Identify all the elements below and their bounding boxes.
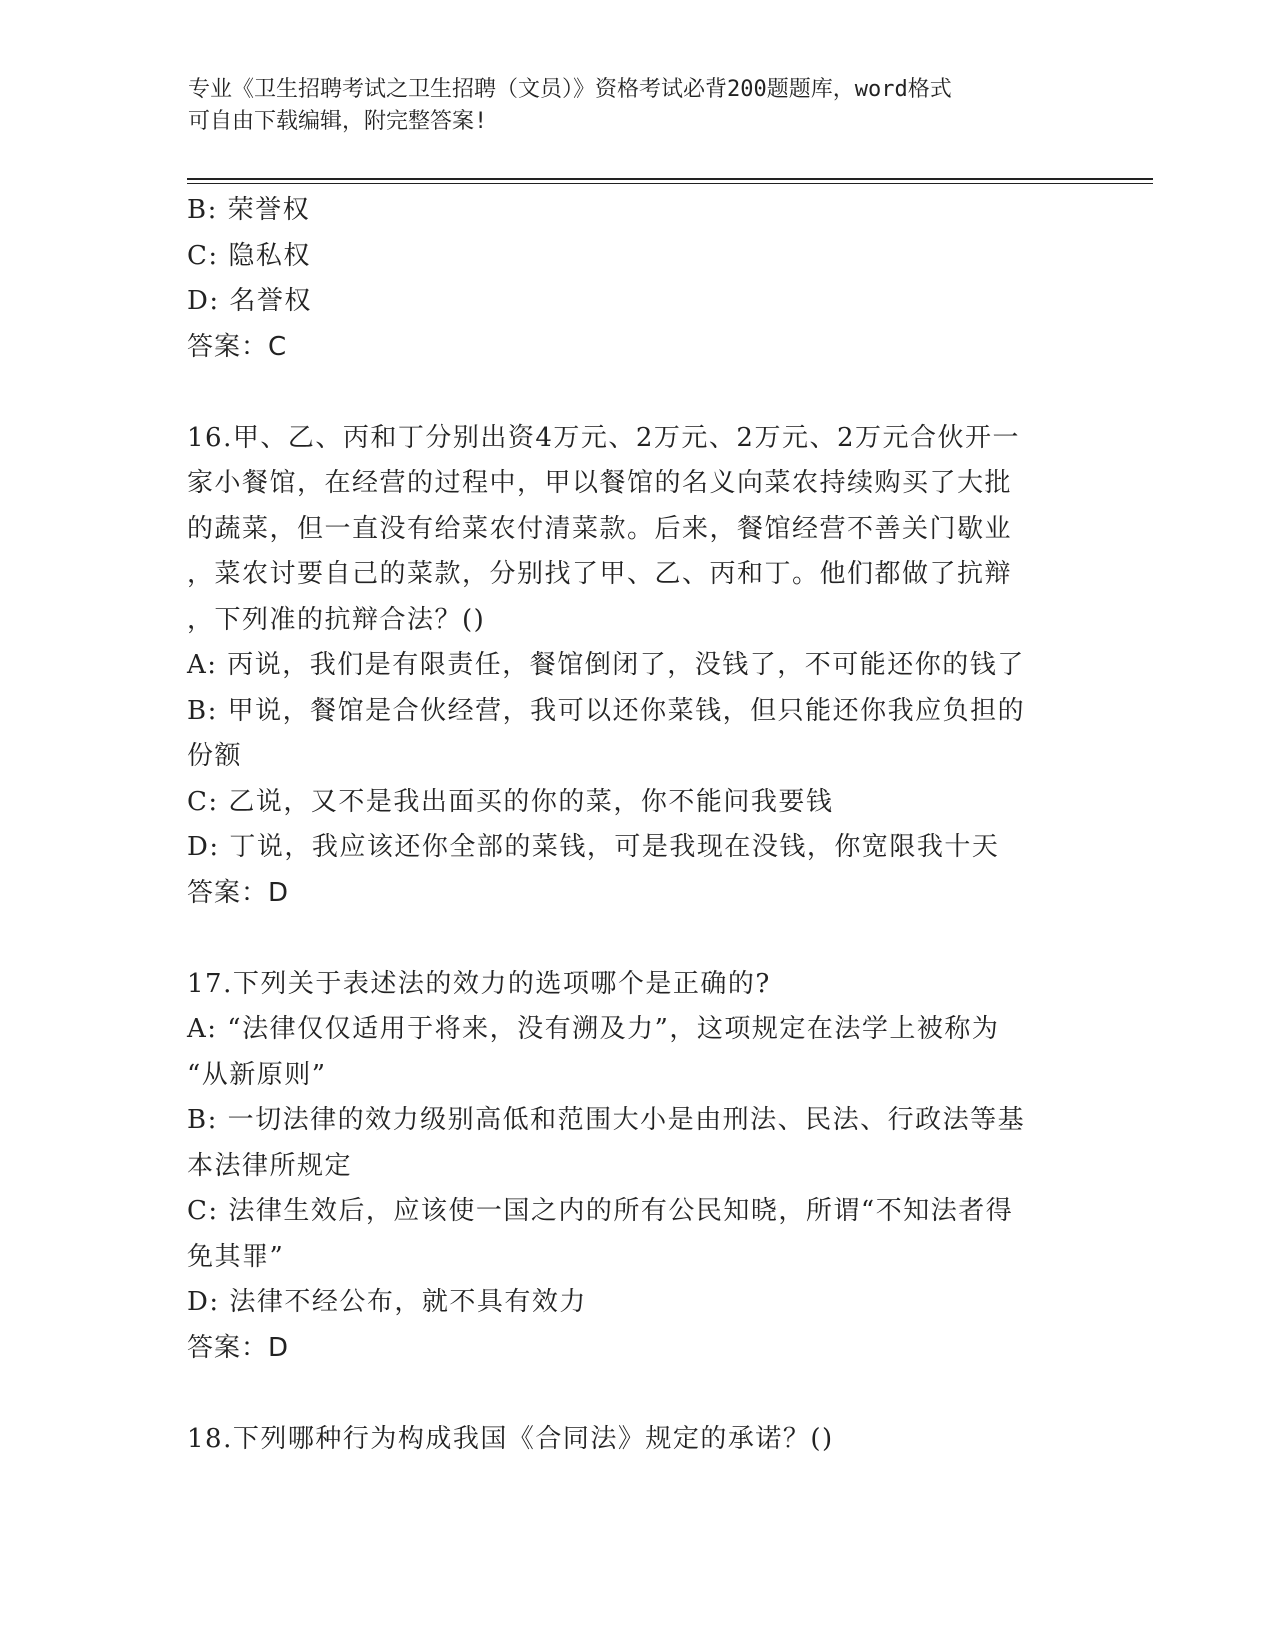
question-18: [187, 1417, 1087, 1463]
option-b: B: 荣誉权: [187, 195, 311, 225]
answer-label: 答案：D: [187, 1332, 290, 1363]
spacer: [187, 370, 1087, 416]
header-rule-thick: [187, 178, 1153, 180]
question-stem-line: ，菜农讨要自己的菜款，分别找了甲、乙、丙和丁。他们都做了抗辩: [187, 559, 1013, 589]
option-b-continued: 份额: [187, 741, 243, 771]
option-b: B: 甲说，餐馆是合伙经营，我可以还你菜钱，但只能还你我应负担的: [187, 695, 1026, 726]
spacer: [187, 1371, 1087, 1417]
option-d: D: 名誉权: [187, 286, 312, 316]
question-stem-line: ，下列准的抗辩合法？(): [187, 604, 486, 635]
option-a-continued: “从新原则”: [187, 1059, 327, 1090]
spacer: [187, 916, 1087, 962]
question-stem-line: 17.下列关于表述法的效力的选项哪个是正确的?: [187, 968, 771, 999]
option-b: B: 一切法律的效力级别高低和范围大小是由刑法、民法、行政法等基: [187, 1105, 1026, 1135]
answer-label: 答案：D: [187, 877, 290, 908]
option-d: D: 法律不经公布，就不具有效力: [187, 1287, 587, 1317]
question-stem-line: 18.下列哪种行为构成我国《合同法》规定的承诺？(): [187, 1423, 834, 1454]
option-c-continued: 免其罪”: [187, 1241, 285, 1272]
page-header: [188, 74, 1088, 138]
answer-label: 答案：C: [187, 331, 288, 362]
option-b-continued: 本法律所规定: [187, 1150, 353, 1181]
option-d: D: 丁说，我应该还你全部的菜钱，可是我现在没钱，你宽限我十天: [187, 832, 1000, 862]
document-body: [187, 188, 1087, 1462]
option-a: A: “法律仅仅适用于将来，没有溯及力”，这项规定在法学上被称为: [187, 1014, 1000, 1044]
option-c: C: 隐私权: [187, 240, 311, 271]
option-c: C: 乙说，又不是我出面买的你的菜，你不能问我要钱: [187, 786, 834, 817]
question-stem-line: 家小餐馆，在经营的过程中，甲以餐馆的名义向菜农持续购买了大批: [187, 468, 1013, 498]
header-title-line-2: 可自由下载编辑，附完整答案!: [188, 109, 488, 134]
option-a: A: 丙说，我们是有限责任，餐馆倒闭了，没钱了，不可能还你的钱了: [187, 650, 1025, 680]
question-15-tail: [187, 188, 1087, 370]
header-title-line-1: 专业《卫生招聘考试之卫生招聘（文员）》资格考试必背200题题库，word格式: [188, 77, 952, 102]
option-c: C: 法律生效后，应该使一国之内的所有公民知晓，所谓“不知法者得: [187, 1196, 1014, 1226]
question-stem-line: 的蔬菜，但一直没有给菜农付清菜款。后来，餐馆经营不善关门歇业: [187, 513, 1013, 544]
question-16: [187, 416, 1087, 917]
question-17: [187, 962, 1087, 1372]
header-rule-thin: [187, 183, 1153, 184]
question-stem-line: 16.甲、乙、丙和丁分别出资4万元、2万元、2万元、2万元合伙开一: [187, 422, 1021, 453]
